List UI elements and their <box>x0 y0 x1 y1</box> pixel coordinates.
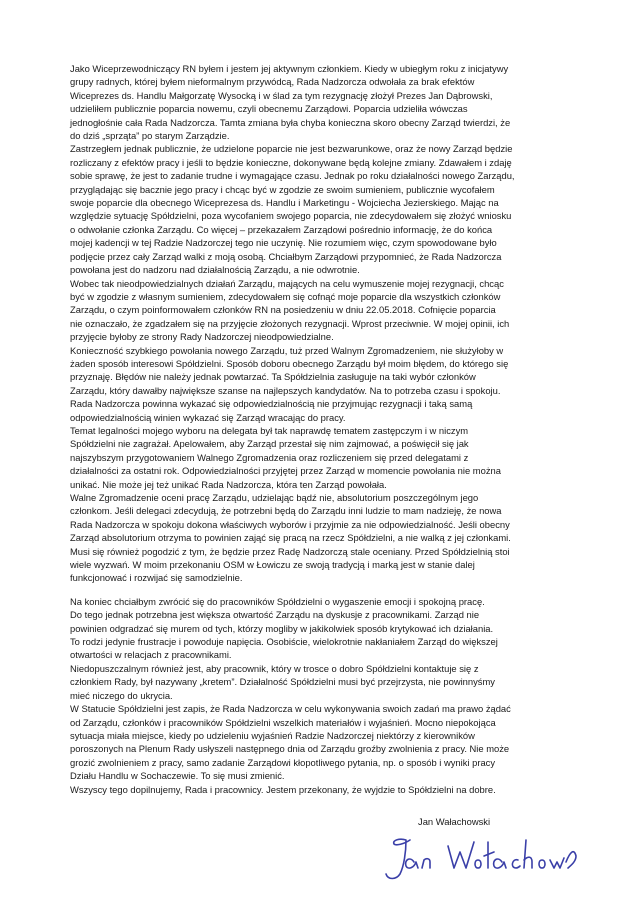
paragraph-6: Walne Zgromadzenie oceni pracę Zarządu, udzielając bądź nie, absolutorium poszczególnym jego członkom. Jeśli delegaci zdecydują, że potrzebni będą do Zarządu inni ludzie to mam nadzieję, że nowa Rada Nadzorcza w spokoju dokona właściwych wyborów i przyjmie za nie odpowiedzialność. Jeśli obecny Zarząd absolutorium otrzyma to powinien zająć się pracą na rzecz Spółdzielni, a nie walką z jej członkami. Musi się również pogodzić z tym, że będzie przez Radę Nadzorczą stale oceniany. Przed Spółdzielnią stoi wiele wyzwań. W moim przekonaniu OSM w Łowiczu ze swoją tradycją i marką jest w stanie dalej funkcjonować i rozwijać się samodzielnie. <box>70 492 511 584</box>
paragraph-2: Zastrzegłem jednak publicznie, że udzielone poparcie nie jest bezwarunkowe, oraz że nowy Zarząd będzie rozliczany z efektów pracy i jeśli to będzie konieczne, dokonywane będą kolejne zmiany. Zdawałem i zdaję sobie sprawę, że jest to zadanie trudne i wymagające czasu. Jednak po roku działalności nowego Zarządu, przyglądając się bacznie jego pracy i chcąc być w zgodzie ze swoim sumieniem, publicznie wycofałem swoje poparcie dla obecnego Wiceprezesa ds. Handlu i Marketingu - Wojciecha Jezierskiego. Mając na względzie sytuację Spółdzielni, poza wycofaniem swojego poparcia, nie zdecydowałem się złożyć wniosku o odwołanie członka Zarządu. Co więcej – przekazałem Zarządowi pośrednio informację, że do końca mojej kadencji w tej Radzie Nadzorczej tego nie uczynię. Nie rozumiem więc, czym spowodowane było podjęcie przez cały Zarząd walki z moją osobą. Chciałbym Zarządowi przypomnieć, że Rada Nadzorcza powołana jest do nadzoru nad działalnością Zarządu, a nie odwrotnie. <box>70 143 515 276</box>
paragraph-10: Wszyscy tego dopilnujemy, Rada i pracownicy. Jestem przekonany, że wyjdzie to Spółdzielni na dobre. <box>70 783 496 795</box>
paragraph-4: Konieczność szybkiego powołania nowego Zarządu, tuż przed Walnym Zgromadzeniem, nie służyłoby w żaden sposób interesowi Spółdzielni. Sposób doboru obecnego Zarządu był moim błędem, do którego się przyznaję. Błędów nie należy jednak powtarzać. Ta Spółdzielnia zasługuje na taki wybór członków Zarządu, który dawałby największe szanse na najlepszych kandydatów. Na to potrzeba czasu i spokoju. Rada Nadzorcza powinna wykazać się odpowiedzialnością nie przyjmując rezygnacji i taką samą odpowiedzialnością winien wykazać się Zarząd wracając do pracy. <box>70 344 509 423</box>
paragraph-1: Jako Wiceprzewodniczący RN byłem i jestem jej aktywnym członkiem. Kiedy w ubiegłym roku z inicjatywy grupy radnych, której byłem nieformalnym przywódcą, Rada Nadzorcza odwołała za brak efektów Wiceprezes ds. Handlu Małgorzatę Wysocką i w ślad za tym rezygnację złożył Prezes Jan Dąbrowski, udzieliłem publicznie poparcia nowemu, czyli obecnemu Zarządowi. Poparcia udzieliła wówczas jednogłośnie cała Rada Nadzorcza. Tamta zmiana była chyba konieczna skoro obecny Zarząd twierdzi, że do dziś „sprząta” po starym Zarządzie. <box>70 63 511 142</box>
handwritten-signature <box>366 822 581 888</box>
paragraph-3: Wobec tak nieodpowiedzialnych działań Zarządu, mających na celu wymuszenie mojej rezygnacji, chcąc być w zgodzie z własnym sumieniem, zdecydowałem się cofnąć moje poparcie dla wszystkich członków Zarządu, o czym poinformowałem członków RN na posiedzeniu w dniu 22.05.2018. Cofnięcie poparcia nie oznaczało, że zgadzałem się na przyjęcie złożonych rezygnacji. Wprost przeciwnie. W mojej opinii, ich przyjęcie byłoby ze strony Rady Nadzorczej nieodpowiedzialne. <box>70 277 510 343</box>
letter-body <box>70 62 605 796</box>
paragraph-9: W Statucie Spółdzielni jest zapis, że Rada Nadzorcza w celu wykonywania swoich zadań ma prawo żądać od Zarządu, członków i pracowników Spółdzielni wszelkich materiałów i wyjaśnień. Mocno niepokojąca sytuacja miała miejsce, kiedy po udzieleniu wyjaśnień Radzie Nadzorczej niektórzy z kierowników poroszonych na Plenum Rady usłyszeli następnego dnia od Zarządu groźby zwolnienia z pracy. Nie może grozić zwolnieniem z pracy, samo zadanie Zarządowi kłopotliwego pytania, np. o sposób i wyniki pracy Działu Handlu w Sochaczewie. To się musi zmienić. <box>70 703 511 782</box>
paragraph-8: Niedopuszczalnym również jest, aby pracownik, który w trosce o dobro Spółdzielni kontaktuje się z członkiem Rady, był nazywany „kretem”. Działalność Spółdzielni musi być przejrzysta, nie powinnyśmy mieć niczego do ukrycia. <box>70 662 495 701</box>
signature-name: Jan Wałachowski <box>418 816 491 827</box>
paragraph-5: Temat legalności mojego wyboru na delegata był tak naprawdę tematem zastępczym i w niczym Spółdzielni nie zagrażał. Apelowałem, aby Zarząd przestał się nim zajmować, a poświęcił się jak najszybszym przygotowaniem Walnego Zgromadzenia oraz rozliczeniem się przed delegatami z działalności za ostatni rok. Odpowiedzialności przyjętej przez Zarząd w momencie powołania nie można unikać. Nie może jej też unikać Rada Nadzorcza, która ten Zarząd powołała. <box>70 424 501 490</box>
paragraph-7: Na koniec chciałbym zwrócić się do pracowników Spółdzielni o wygaszenie emocji i spokojną pracę. Do tego jednak potrzebna jest większa otwartość Zarządu na dyskusje z pracownikami. Zarząd nie powinien odgradzać się murem od tych, którzy mogliby w jakikolwiek sposób krytykować ich działania. To rodzi jedynie frustracje i powoduje napięcia. Osobiście, wielokrotnie nakłaniałem Zarząd do większej otwartości w relacjach z pracownikami. <box>70 595 498 661</box>
